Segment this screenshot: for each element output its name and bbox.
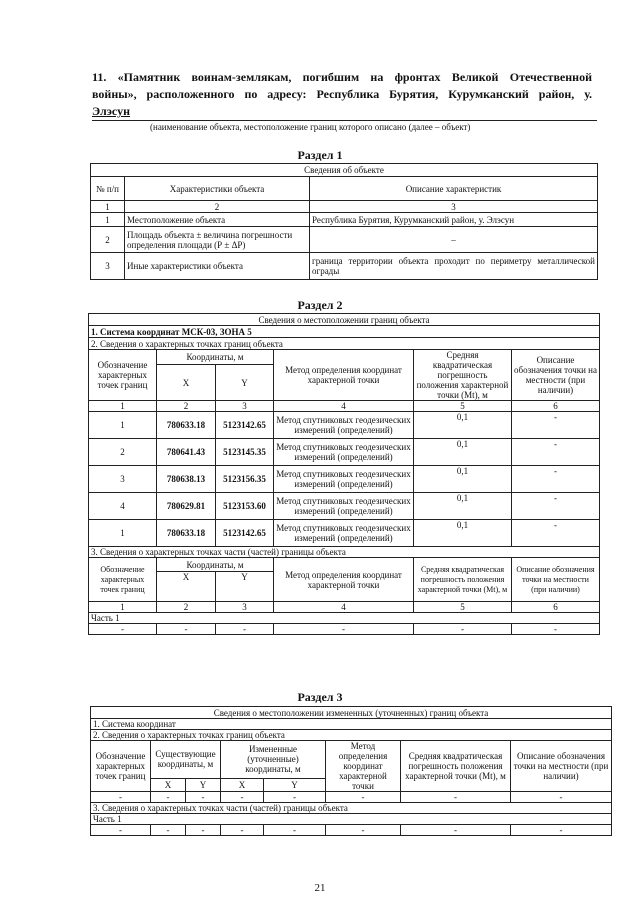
header-changed-coordinates: Измененные (уточненные) координаты, м [221, 741, 326, 779]
point-x: 780633.18 [157, 412, 216, 439]
col-number: 3 [216, 401, 274, 412]
point-description: - [512, 439, 600, 466]
header-number: № п/п [91, 177, 125, 201]
empty-cell: - [511, 792, 612, 803]
empty-cell: - [186, 792, 221, 803]
header-error: Средняя квадратическая погрешность положения характерной точки (Mt), м [401, 741, 511, 792]
table-row [89, 466, 600, 493]
section-1-table [90, 163, 598, 280]
heading-underline [92, 120, 597, 121]
header-point-description: Описание обозначения точки на местности (при наличии) [511, 741, 612, 792]
empty-cell: - [216, 624, 274, 635]
empty-cell: - [221, 792, 264, 803]
point-id: 2 [89, 439, 157, 466]
header-method: Метод определения координат характерной точки [326, 741, 401, 792]
parts-header-x: X [157, 572, 216, 602]
point-y: 5123142.65 [216, 412, 274, 439]
empty-cell: - [511, 825, 612, 836]
points-title: 2. Сведения о характерных точках границ объекта [89, 338, 600, 350]
point-x: 780638.13 [157, 466, 216, 493]
point-error: 0,1 [414, 412, 512, 439]
heading-line-1: 11. «Памятник воинам-землякам, погибшим на фронтах Великой Отечественной [92, 70, 592, 84]
empty-cell: - [264, 792, 326, 803]
parts-header-designation: Обозначение характерных точек границ [89, 558, 157, 602]
empty-cell: - [91, 792, 151, 803]
heading-line-3: Элэсун [92, 104, 130, 118]
empty-cell: - [157, 624, 216, 635]
table-row [91, 792, 612, 803]
row-description: граница территории объекта проходит по периметру металлической ограды [310, 253, 598, 280]
col-number: 1 [89, 602, 157, 613]
empty-cell: - [401, 825, 511, 836]
empty-cell: - [274, 624, 414, 635]
point-method: Метод спутниковых геодезических измерений (определений) [274, 520, 414, 547]
section-1-caption: Сведения об объекте [91, 164, 598, 177]
header-y: Y [264, 778, 326, 791]
point-description: - [512, 412, 600, 439]
table-row [91, 825, 612, 836]
table-row [89, 624, 600, 635]
point-y: 5123156.35 [216, 466, 274, 493]
parts-header-method: Метод определения координат характерной точки [274, 558, 414, 602]
col-number: 4 [274, 401, 414, 412]
col-number: 3 [310, 201, 598, 213]
row-number: 2 [91, 227, 125, 253]
empty-cell: - [414, 624, 512, 635]
point-id: 1 [89, 412, 157, 439]
header-error: Средняя квадратическая погрешность положения характерной точки (Mt), м [414, 350, 512, 401]
coordinate-system: 1. Система координат МСК-03, ЗОНА 5 [89, 326, 600, 338]
point-error: 0,1 [414, 466, 512, 493]
point-y: 5123142.65 [216, 520, 274, 547]
point-x: 780641.43 [157, 439, 216, 466]
empty-cell: - [512, 624, 600, 635]
col-number: 4 [274, 602, 414, 613]
section-2-caption: Сведения о местоположении границ объекта [89, 314, 600, 326]
row-characteristic: Местоположение объекта [125, 213, 310, 227]
part-label: Часть 1 [91, 814, 612, 825]
point-method: Метод спутниковых геодезических измерений (определений) [274, 493, 414, 520]
row-description: Республика Бурятия, Курумканский район, у. Элэсун [310, 213, 598, 227]
parts-title: 3. Сведения о характерных точках части (частей) границы объекта [89, 547, 600, 558]
parts-title: 3. Сведения о характерных точках части (частей) границы объекта [91, 803, 612, 814]
heading-line-2: войны», расположенного по адресу: Республика Бурятия, Курумканский район, у. [92, 87, 592, 101]
col-number: 2 [125, 201, 310, 213]
empty-cell: - [264, 825, 326, 836]
section-1-title: Раздел 1 [297, 148, 343, 162]
empty-cell: - [401, 792, 511, 803]
parts-header-error: Средняя квадратическая погрешность положения характерной точки (Mt), м [414, 558, 512, 602]
empty-cell: - [326, 792, 401, 803]
header-characteristic: Характеристики объекта [125, 177, 310, 201]
row-characteristic: Иные характеристики объекта [125, 253, 310, 280]
empty-cell: - [221, 825, 264, 836]
row-number: 1 [91, 213, 125, 227]
row-characteristic: Площадь объекта ± величина погрешности определения площади (Р ± ΔР) [125, 227, 310, 253]
empty-cell: - [186, 825, 221, 836]
col-number: 3 [216, 602, 274, 613]
table-row [89, 520, 600, 547]
parts-header-description: Описание обозначения точки на местности (при наличии) [512, 558, 600, 602]
col-number: 6 [512, 602, 600, 613]
col-number: 6 [512, 401, 600, 412]
header-method: Метод определения координат характерной точки [274, 350, 414, 401]
header-existing-coordinates: Существующие координаты, м [151, 741, 221, 779]
point-error: 0,1 [414, 493, 512, 520]
table-row [89, 439, 600, 466]
header-designation: Обозначение характерных точек границ [91, 741, 151, 792]
empty-cell: - [326, 825, 401, 836]
col-number: 5 [414, 602, 512, 613]
table-row [89, 493, 600, 520]
part-label: Часть 1 [89, 613, 600, 624]
point-method: Метод спутниковых геодезических измерений (определений) [274, 412, 414, 439]
section-2-title: Раздел 2 [297, 298, 343, 312]
parts-header-coordinates: Координаты, м [157, 558, 274, 572]
col-number: 5 [414, 401, 512, 412]
header-x: X [221, 778, 264, 791]
table-row [89, 412, 600, 439]
point-method: Метод спутниковых геодезических измерений (определений) [274, 466, 414, 493]
points-title: 2. Сведения о характерных точках границ объекта [91, 730, 612, 741]
point-y: 5123153.60 [216, 493, 274, 520]
header-designation: Обозначение характерных точек границ [89, 350, 157, 401]
coordinate-system: 1. Система координат [91, 719, 612, 730]
point-description: - [512, 520, 600, 547]
header-y: Y [216, 365, 274, 401]
point-error: 0,1 [414, 520, 512, 547]
col-number: 1 [89, 401, 157, 412]
header-y: Y [186, 778, 221, 791]
page-number: 21 [314, 882, 326, 894]
col-number: 2 [157, 602, 216, 613]
empty-cell: - [89, 624, 157, 635]
point-id: 3 [89, 466, 157, 493]
empty-cell: - [151, 825, 186, 836]
header-x: X [157, 365, 216, 401]
section-3-caption: Сведения о местоположении измененных (уточненных) границ объекта [91, 707, 612, 719]
empty-cell: - [151, 792, 186, 803]
point-method: Метод спутниковых геодезических измерений (определений) [274, 439, 414, 466]
point-id: 4 [89, 493, 157, 520]
row-number: 3 [91, 253, 125, 280]
table-row [91, 213, 598, 227]
point-id: 1 [89, 520, 157, 547]
empty-cell: - [91, 825, 151, 836]
header-description: Описание характеристик [310, 177, 598, 201]
table-row [91, 253, 598, 280]
heading-note: (наименование объекта, местоположение границ которого описано (далее – объект) [150, 122, 471, 132]
parts-header-y: Y [216, 572, 274, 602]
point-description: - [512, 493, 600, 520]
point-x: 780629.81 [157, 493, 216, 520]
header-coordinates: Координаты, м [157, 350, 274, 365]
row-description: – [310, 227, 598, 253]
point-x: 780633.18 [157, 520, 216, 547]
header-x: X [151, 778, 186, 791]
col-number: 1 [91, 201, 125, 213]
point-error: 0,1 [414, 439, 512, 466]
section-3-table [90, 706, 612, 836]
section-2-table [88, 313, 600, 635]
point-description: - [512, 466, 600, 493]
col-number: 2 [157, 401, 216, 412]
table-row [91, 227, 598, 253]
header-point-description: Описание обозначения точки на местности (при наличии) [512, 350, 600, 401]
document-heading [92, 69, 592, 120]
section-3-title: Раздел 3 [297, 690, 343, 704]
point-y: 5123145.35 [216, 439, 274, 466]
